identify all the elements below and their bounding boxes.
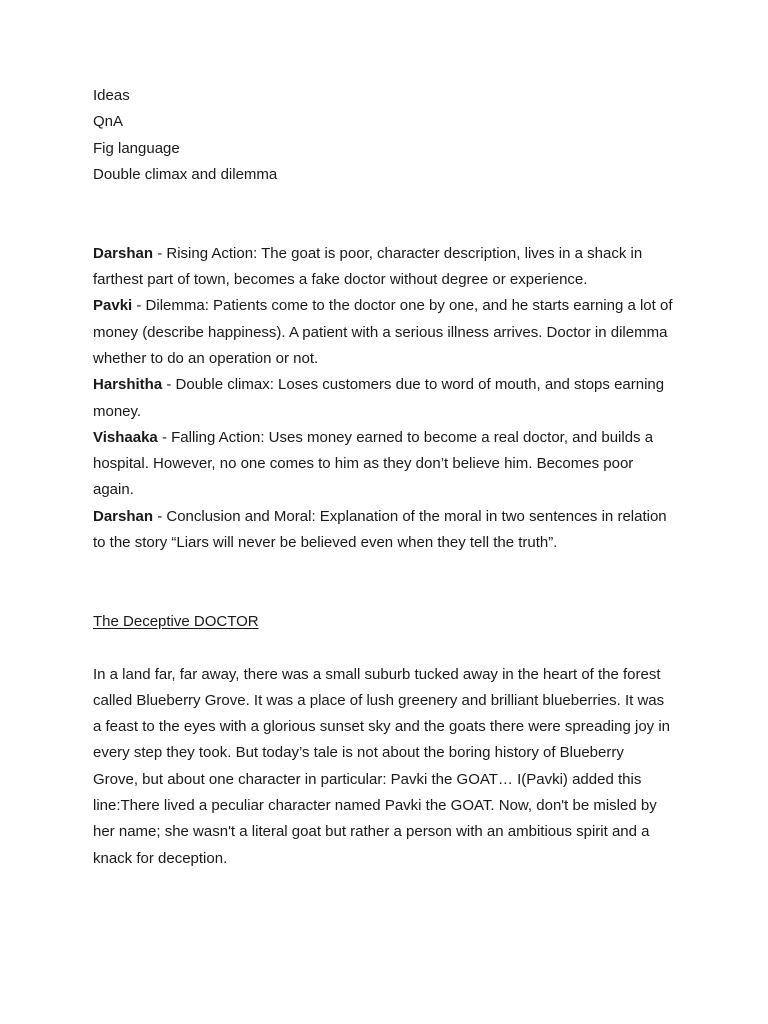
plan-entry (93, 293, 673, 372)
agenda-item: Double climax and dilemma (93, 165, 278, 183)
plan-entry (93, 241, 673, 294)
story-title: The Deceptive DOCTOR (93, 612, 259, 630)
document-body (93, 83, 673, 872)
plan-speaker: Pavki (93, 297, 133, 315)
spacer (93, 556, 673, 609)
plan-text: - Falling Action: Uses money earned to become a real doctor, and builds a hospital. However, no one comes to him as they don’t believe him. Becomes poor again. (93, 428, 654, 499)
agenda-item: Fig language (93, 139, 180, 157)
plan-text: - Dilemma: Patients come to the doctor one by one, and he starts earning a lot of money (describe happiness). A patient with a serious illness arrives. Doctor in dilemma whether to do an operation or not. (93, 297, 673, 367)
agenda-item: QnA (93, 113, 124, 131)
story-title-line (93, 609, 673, 635)
story-paragraph: In a land far, far away, there was a small suburb tucked away in the heart of the forest called Blueberry Grove. It was a place of lush greenery and brilliant blueberries. It was a feast to the eyes with a glorious sunset sky and the goats there were spreading joy in every step they took. But today’s tale is not about the boring history of Blueberry Grove, but about one character in particular: Pavki the GOAT… I(Pavki) added this line:There lived a peculiar character named Pavki the GOAT. Now, don't be misled by her name; she wasn't a literal goat but rather a person with an ambitious spirit and a knack for deception. (93, 665, 671, 867)
plan-entry (93, 504, 673, 557)
plan-text: - Rising Action: The goat is poor, character description, lives in a shack in farthest part of town, becomes a fake doctor without degree or experience. (93, 244, 643, 289)
plan-entry (93, 425, 673, 504)
plan-text: - Double climax: Loses customers due to word of mouth, and stops earning money. (93, 376, 665, 420)
plan-text: - Conclusion and Moral: Explanation of the moral in two sentences in relation to the story “Liars will never be believed even when they tell the truth”. (93, 507, 667, 552)
plan-speaker: Darshan (93, 244, 154, 262)
plan-speaker: Vishaaka (93, 428, 158, 446)
plan-speaker: Darshan (93, 507, 154, 525)
plot-plan (93, 241, 673, 557)
spacer (93, 188, 673, 241)
plan-speaker: Harshitha (93, 376, 163, 394)
agenda-item: Ideas (93, 87, 130, 104)
plan-entry (93, 372, 673, 425)
spacer (93, 635, 673, 661)
agenda-list (93, 83, 673, 188)
